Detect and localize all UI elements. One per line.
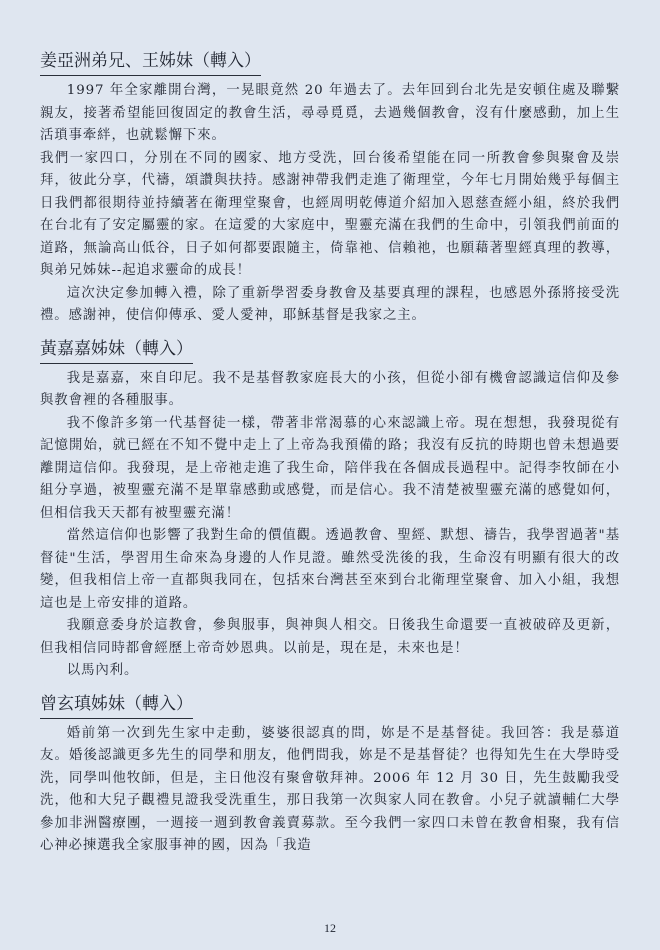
- paragraph: 我們一家四口，分別在不同的國家、地方受洗，回台後希望能在同一所教會參與聚會及崇拜，彼此分享，代禱，頌讚與扶持。感謝神帶我們走進了衛理堂，今年七月開始幾乎每個主日我們都很期待並持續著在衛理堂聚會，也經周明乾傳道介紹加入恩慈查經小組，終於我們在台北有了安定屬靈的家。在這愛的大家庭中，聖靈充滿在我們的生命中，引領我們前面的道路，無論高山低谷，日子如何都要跟隨主，倚靠祂、信賴祂，也願藉著聖經真理的教導，與弟兄姊妹--起追求靈命的成長！: [40, 150, 620, 278]
- section-heading: 黃嘉嘉姊妹（轉入）: [40, 338, 193, 364]
- paragraph: 以馬內利。: [66, 663, 139, 678]
- paragraph: 這次決定參加轉入禮，除了重新學習委身教會及基要真理的課程，也感恩外孫將接受洗禮。感謝神，使信仰傳承、愛人愛神，耶穌基督是我家之主。: [40, 285, 620, 323]
- paragraph: 當然這信仰也影響了我對生命的價值觀。透過教會、聖經、默想、禱告，我學習過著"基督徒"生活，學習用生命來為身邊的人作見證。雖然受洗後的我，生命沒有明顯有很大的改變，但我相信上帝一直都與我同在，包括來台灣甚至來到台北衛理堂聚會、加入小組，我想這也是上帝安排的道路。: [40, 528, 620, 611]
- testimony-section-2: [40, 338, 620, 683]
- paragraph: 我不像許多第一代基督徒一樣，帶著非常渴慕的心來認識上帝。現在想想，我發現從有記憶開始，就已經在不知不覺中走上了上帝為我預備的路；我沒有反抗的時期也曾未想過要離開這信仰。我發現，是上帝祂走進了我生命，陪伴我在各個成長過程中。記得李牧師在小組分享過，被聖靈充滿不是單靠感動或感覺，而是信心。我不清楚被聖靈充滿的感覺如何，但相信我天天都有被聖靈充滿！: [40, 415, 620, 521]
- paragraph: 我願意委身於這教會，參與服事，與神與人相交。日後我生命還要一直被破碎及更新，但我相信同時都會經歷上帝奇妙恩典。以前是，現在是，未來也是！: [40, 618, 620, 656]
- paragraph: 1997 年全家離開台灣，一晃眼竟然 20 年過去了。去年回到台北先是安頓住處及聯繫親友，接著希望能回復固定的教會生活，尋尋覓覓，去過幾個教會，沒有什麼感動，加上生活瑣事牽絆，也就鬆懈下來。: [40, 83, 620, 143]
- section-heading: 姜亞洲弟兄、王姊妹（轉入）: [40, 50, 261, 76]
- testimony-section-3: [40, 693, 620, 858]
- paragraph: 婚前第一次到先生家中走動，婆婆很認真的問，妳是不是基督徒。我回答：我是慕道友。婚後認識更多先生的同學和朋友，他們問我，妳是不是基督徒？也得知先生在大學時受洗，同學叫他牧師，但是，主日他沒有聚會敬拜神。2006 年 12 月 30 日，先生鼓勵我受洗，他和大兒子觀禮見證我受洗重生，那日我第一次與家人同在教會。小兒子就讀輔仁大學參加非洲醫療團，一週接一週到教會義賣募款。至今我們一家四口未曾在教會相聚，我有信心神必揀選我全家服事神的國，因為「我造: [40, 725, 620, 853]
- paragraph: 我是嘉嘉，來自印尼。我不是基督教家庭長大的小孩，但從小卻有機會認識這信仰及參與教會裡的各種服事。: [40, 370, 620, 408]
- page-number: 12: [324, 921, 336, 935]
- section-heading: 曾玄瑱姊妹（轉入）: [40, 693, 193, 719]
- testimony-section-1: [40, 50, 620, 328]
